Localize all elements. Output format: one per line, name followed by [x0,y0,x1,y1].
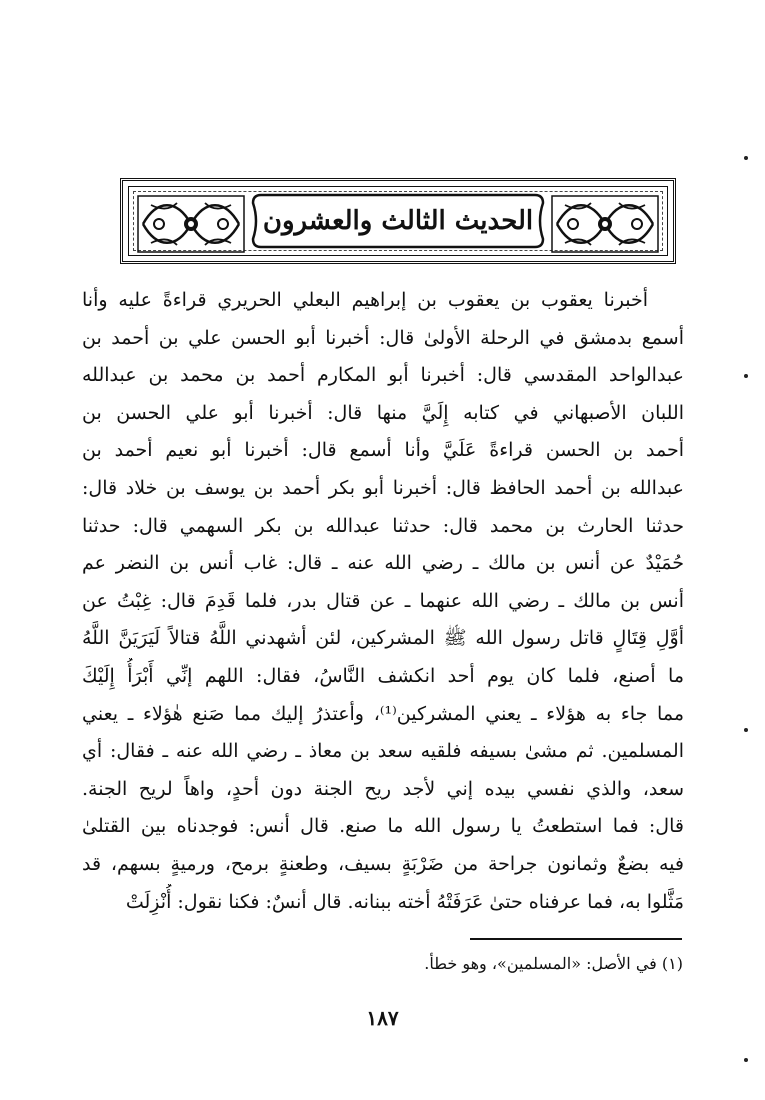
text-line: حدثنا الحارث بن محمد قال: حدثنا عبدالله بن بكر السهمي قال: حدثنا [82,514,684,537]
text-line: أنس بن مالك ـ رضي الله عنهما ـ عن قتال بدر، فلما قَدِمَ قال: غِبْتُ عن [82,589,684,612]
footnote: (١) في الأصل: «المسلمين»، وهو خطأ. [424,954,683,973]
text-line: أخبرنا يعقوب بن يعقوب بن إبراهيم البعلي الحريري قراءةً عليه وأنا [82,289,648,311]
page-number: ١٨٧ [366,1006,399,1030]
title-frame [251,193,545,249]
margin-dot [744,1058,748,1062]
text-line: أوَّلِ قِتَالٍ قاتل رسول الله ﷺ المشركين، لئن أشهدني اللَّهُ قتالاً لَيَرَيَنَّ اللَّهُ [82,627,684,650]
text-line: عبدالله بن أحمد الحافظ قال: أخبرنا أبو بكر أحمد بن يوسف بن خلاد قال: [82,476,684,499]
text-line: المسلمين. ثم مشىٰ بسيفه فلقيه سعد بن معاذ ـ رضي الله عنه ـ فقال: أي [82,740,684,763]
margin-dot [744,728,748,732]
hadith-text [82,282,684,921]
chapter-title: الحديث الثالث والعشرون [262,206,534,236]
text-line: عبدالواحد المقدسي قال: أخبرنا أبو المكارم أحمد بن محمد بن عبدالله [82,364,684,387]
text-line: اللبان الأصبهاني في كتابه إِلَيَّ منها قال: أخبرنا أبو علي الحسن بن [82,401,684,424]
text-line: فيه بضعٌ وثمانون جراحة من ضَرْبَةٍ بسيف، وطعنةٍ برمح، ورميةٍ بسهم، قد [82,852,684,875]
footnote-separator [470,938,682,940]
margin-dot [744,374,748,378]
arabesque-ornament-icon [137,195,245,253]
arabesque-ornament-icon [551,195,659,253]
text-line: سعد، والذي نفسي بيده إني لأجد ريح الجنة دون أحدٍ، واهاً لريح الجنة. [82,777,684,800]
text-line: حُمَيْدٌ عن أنس بن مالك ـ رضي الله عنه ـ قال: غاب أنس بن النضر عم [82,552,684,575]
text-line: أحمد بن الحسن قراءةً عَلَيَّ وأنا أسمع قال: أخبرنا أبو نعيم أحمد بن [82,439,684,462]
text-line: ما أصنع، فلما كان يوم أحد انكشف النَّاسُ، فقال: اللهم إنِّي أَبْرَأُ إِلَيْكَ [82,664,684,687]
text-line: أسمع بدمشق في الرحلة الأولىٰ قال: أخبرنا أبو الحسن علي بن أحمد بن [82,326,684,349]
text-line: مما جاء به هؤلاء ـ يعني المشركين⁽¹⁾، وأعتذرُ إليك مما صَنع هٰؤلاء ـ يعني [82,702,684,725]
heading-banner [120,178,676,264]
margin-dot [744,156,748,160]
text-line: مَثَّلوا به، فما عرفناه حتىٰ عَرَفَتْهُ أخته ببنانه. قال أنسٌ: فكنا نقول: أُنْزِلَتْ [125,890,684,913]
text-line: قال: فما استطعتُ يا رسول الله ما صنع. قال أنس: فوجدناه بين القتلىٰ [82,815,684,838]
